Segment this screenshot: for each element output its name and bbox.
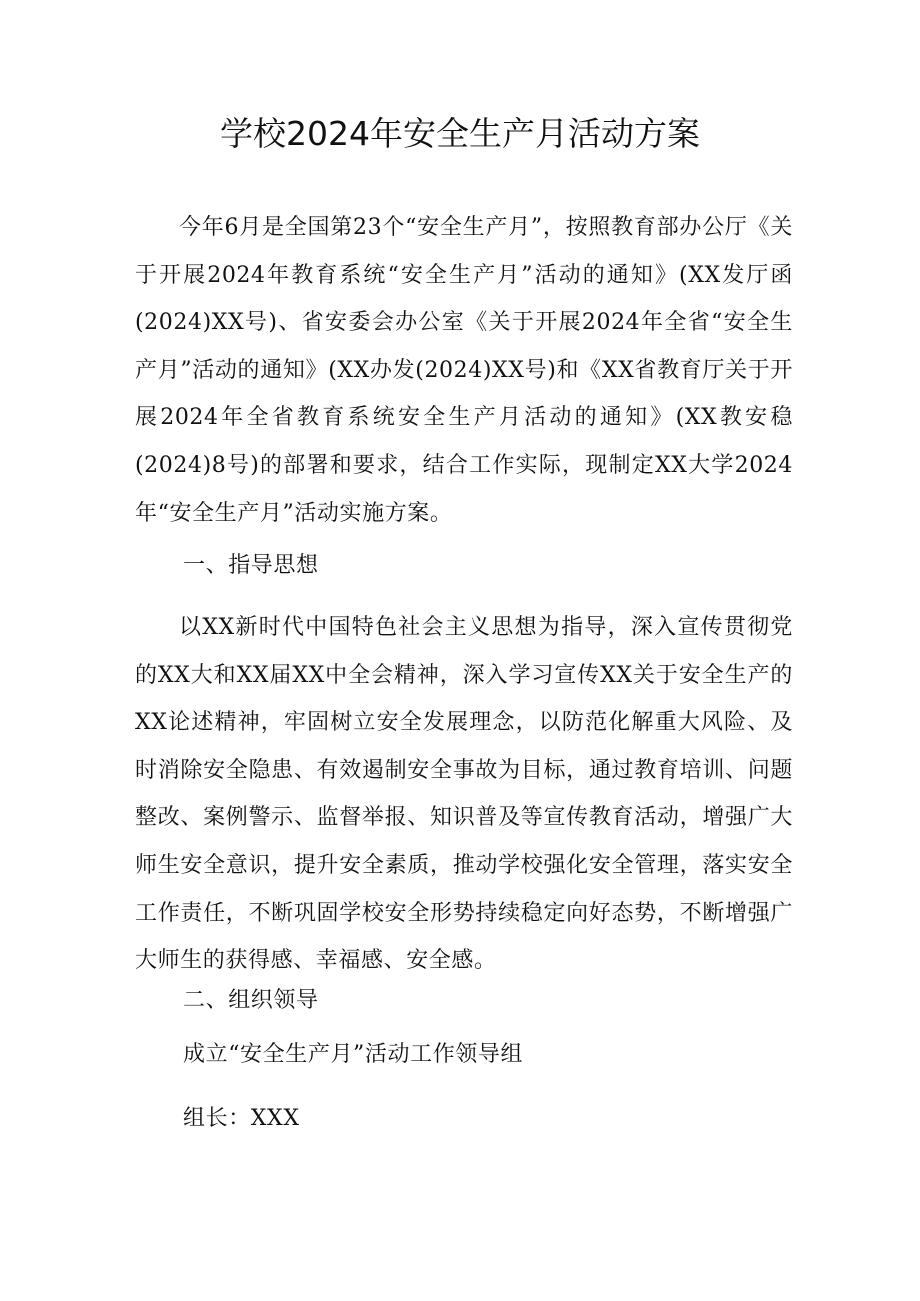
section-heading-guiding-ideology: 一、指导思想: [183, 553, 319, 578]
guiding-ideology-paragraph: 以XX新时代中国特色社会主义思想为指导，深入宣传贯彻党的XX大和XX届XX中全会精神，深入学习宣传XX关于安全生产的XX论述精神，牢固树立安全发展理念，以防范化解重大风险、及时消除安全隐患、有效遏制安全事故为目标，通过教育培训、问题整改、案例警示、监督举报、知识普及等宣传教育活动，增强广大师生安全意识，提升安全素质，推动学校强化安全管理，落实安全工作责任，不断巩固学校安全形势持续稳定向好态势，不断增强广大师生的获得感、幸福感、安全感。: [135, 615, 793, 974]
leadership-group-line: 成立“安全生产月”活动工作领导组: [183, 1042, 524, 1067]
document-title: 学校2024年安全生产月活动方案: [220, 114, 700, 153]
group-leader-line: 组长：XXX: [183, 1106, 300, 1131]
intro-paragraph: 今年6月是全国第23个“安全生产月”，按照教育部办公厅《关于开展2024年教育系统“安全生产月”活动的通知》(XX发厅函(2024)XX号)、省安委会办公室《关于开展2024年全省“安全生产月”活动的通知》(XX办发(2024)XX号)和《XX省教育厅关于开展2024年全省教育系统安全生产月活动的通知》(XX教安稳(2024)8号)的部署和要求，结合工作实际，现制定XX大学2024年“安全生产月”活动实施方案。: [135, 215, 793, 526]
section-heading-organization: 二、组织领导: [183, 988, 319, 1013]
